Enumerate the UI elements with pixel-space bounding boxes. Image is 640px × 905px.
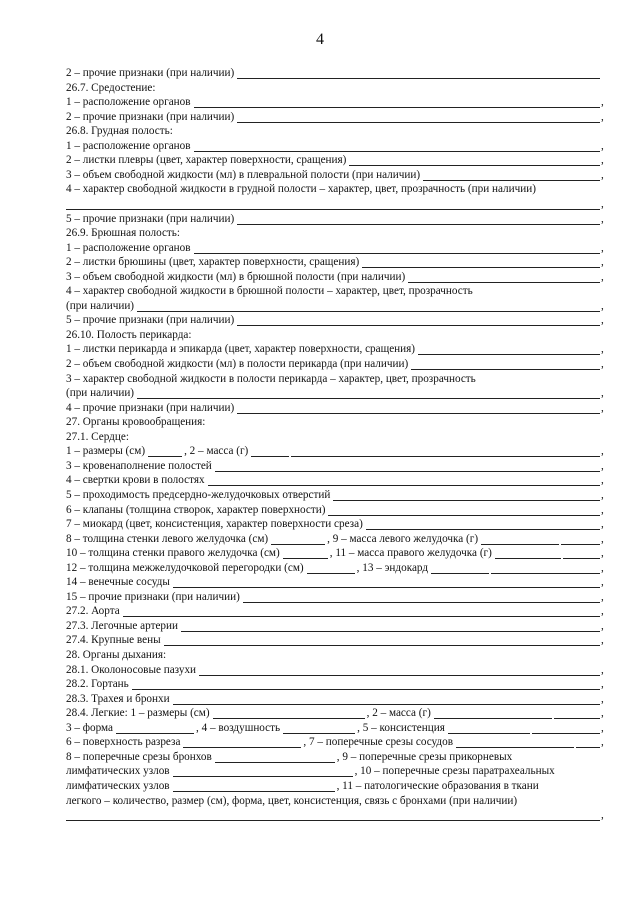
line-end-comma: ,	[601, 488, 604, 501]
form-row	[66, 226, 606, 240]
form-label: 27.2. Аорта	[66, 605, 120, 618]
form-row	[66, 357, 606, 371]
form-row	[66, 517, 606, 531]
form-label: 5 – прочие признаки (при наличии)	[66, 212, 235, 225]
form-row	[66, 168, 606, 182]
fill-line[interactable]	[328, 515, 600, 516]
line-end-comma: ,	[601, 547, 604, 560]
fill-line[interactable]	[576, 747, 600, 748]
line-end-comma: ,	[601, 96, 604, 109]
form-row	[66, 721, 606, 735]
fill-line[interactable]	[237, 325, 600, 326]
form-row	[66, 182, 606, 196]
form-row	[66, 706, 606, 720]
form-label: 12 – толщина межжелудочковой перегородки (см)	[66, 561, 304, 574]
fill-line[interactable]	[532, 733, 600, 734]
line-end-comma: ,	[601, 241, 604, 254]
form-label: 10 – толщина стенки правого желудочка (см)	[66, 547, 280, 560]
form-label: 3 – объем свободной жидкости (мл) в плевральной полости (при наличии)	[66, 168, 421, 181]
form-row	[66, 488, 606, 502]
fill-line[interactable]	[123, 616, 600, 617]
form-label: 3 – кровенаполнение полостей	[66, 459, 212, 472]
fill-line[interactable]	[181, 631, 600, 632]
form-label: , 9 – масса левого желудочка (г)	[327, 532, 479, 545]
form-row	[66, 648, 606, 662]
form-row	[66, 503, 606, 517]
line-end-comma: ,	[601, 619, 604, 632]
form-label: 4 – свертки крови в полостях	[66, 474, 205, 487]
fill-line[interactable]	[194, 107, 600, 108]
fill-line[interactable]	[307, 573, 355, 574]
fill-line[interactable]	[137, 311, 600, 312]
fill-line[interactable]	[495, 558, 561, 559]
form-label: , 11 – масса правого желудочка (г)	[329, 547, 492, 560]
line-end-comma: ,	[601, 605, 604, 618]
fill-line[interactable]	[561, 544, 600, 545]
page-number: 4	[316, 31, 324, 48]
form-label: лимфатических узлов	[66, 779, 170, 792]
form-label: , 2 – масса (г)	[366, 707, 431, 720]
fill-line[interactable]	[481, 544, 559, 545]
form-row	[66, 139, 606, 153]
form-label: (при наличии)	[66, 387, 135, 400]
form-row	[66, 372, 606, 386]
fill-line[interactable]	[215, 762, 335, 763]
form-label: 28. Органы дыхания:	[66, 649, 167, 661]
line-end-comma: ,	[601, 678, 604, 691]
form-row	[66, 459, 606, 473]
form-label: 4 – характер свободной жидкости в грудной полости – характер, цвет, прозрачность (при наличии)	[66, 183, 536, 196]
fill-line[interactable]	[183, 747, 301, 748]
line-end-comma: ,	[601, 590, 604, 603]
form-label: 28.1. Околоносовые пазухи	[66, 663, 197, 676]
fill-line[interactable]	[173, 587, 600, 588]
line-end-comma: ,	[601, 663, 604, 676]
form-row	[66, 604, 606, 618]
form-row	[66, 750, 606, 764]
form-label: 4 – характер свободной жидкости в брюшной полости – характер, цвет, прозрачность	[66, 285, 473, 298]
form-row	[66, 328, 606, 342]
fill-line[interactable]	[251, 456, 289, 457]
form-label: 26.7. Средостение:	[66, 81, 156, 94]
form-row	[66, 692, 606, 706]
form-row	[66, 532, 606, 546]
fill-line[interactable]	[173, 776, 353, 777]
form-row	[66, 110, 606, 124]
fill-line[interactable]	[243, 602, 600, 603]
line-end-comma: ,	[601, 707, 604, 720]
fill-line[interactable]	[237, 413, 600, 414]
form-row	[66, 401, 606, 415]
fill-line[interactable]	[423, 180, 600, 181]
form-label: 1 – расположение органов	[66, 139, 191, 152]
fill-line[interactable]	[132, 689, 600, 690]
fill-line[interactable]	[66, 209, 600, 210]
fill-line[interactable]	[213, 718, 365, 719]
fill-line[interactable]	[366, 529, 600, 530]
fill-line[interactable]	[434, 718, 552, 719]
line-end-comma: ,	[601, 445, 604, 458]
fill-line[interactable]	[66, 820, 600, 821]
line-end-comma: ,	[601, 110, 604, 123]
form-row	[66, 342, 606, 356]
form-row	[66, 561, 606, 575]
line-end-comma: ,	[601, 576, 604, 589]
form-label: 2 – листки плевры (цвет, характер поверхности, сращения)	[66, 154, 347, 167]
form-row	[66, 153, 606, 167]
form-label: 27.1. Сердце:	[66, 430, 129, 443]
form-label: 26.10. Полость перикарда:	[66, 328, 192, 341]
fill-line[interactable]	[173, 704, 600, 705]
form-row	[66, 808, 606, 822]
fill-line[interactable]	[194, 151, 600, 152]
form-row	[66, 735, 606, 749]
form-label: 1 – размеры (см)	[66, 445, 146, 458]
line-end-comma: ,	[601, 387, 604, 400]
fill-line[interactable]	[456, 747, 574, 748]
line-end-comma: ,	[601, 459, 604, 472]
form-row	[66, 415, 606, 429]
form-label: , 4 – воздушность	[196, 721, 281, 734]
form-label: 27.4. Крупные вены	[66, 634, 161, 647]
form-row	[66, 386, 606, 400]
form-row	[66, 270, 606, 284]
form-row	[66, 299, 606, 313]
line-end-comma: ,	[601, 270, 604, 283]
line-end-comma: ,	[601, 503, 604, 516]
form-label: 3 – характер свободной жидкости в полости перикарда – характер, цвет, прозрачность	[66, 372, 476, 385]
line-end-comma: ,	[601, 168, 604, 181]
form-label: (при наличии)	[66, 299, 135, 312]
form-label: 6 – поверхность разреза	[66, 736, 181, 749]
form-row	[66, 313, 606, 327]
form-row	[66, 794, 606, 808]
form-label: 2 – листки брюшины (цвет, характер поверхности, сращения)	[66, 256, 360, 269]
line-end-comma: ,	[601, 401, 604, 414]
line-end-comma: ,	[601, 736, 604, 749]
form-row	[66, 284, 606, 298]
form-row	[66, 590, 606, 604]
line-end-comma: ,	[601, 692, 604, 705]
form-label: 2 – прочие признаки (при наличии)	[66, 110, 235, 123]
fill-line[interactable]	[448, 733, 530, 734]
line-end-comma: ,	[601, 518, 604, 531]
form-label: 8 – поперечные срезы бронхов	[66, 750, 212, 763]
line-end-comma: ,	[601, 532, 604, 545]
form-label: 2 – прочие признаки (при наличии)	[66, 67, 235, 79]
fill-line[interactable]	[563, 558, 600, 559]
form-label: 27.3. Легочные артерии	[66, 619, 178, 632]
form-label: 26.8. Грудная полость:	[66, 125, 173, 138]
form-row	[66, 619, 606, 633]
line-end-comma: ,	[601, 139, 604, 152]
form-label: 14 – венечные сосуды	[66, 576, 170, 589]
form-label: , 5 – консистенция	[357, 721, 445, 734]
form-label: 15 – прочие признаки (при наличии)	[66, 590, 240, 603]
line-end-comma: ,	[601, 561, 604, 574]
form-label: лимфатических узлов	[66, 765, 170, 778]
fill-line[interactable]	[418, 354, 600, 355]
fill-line[interactable]	[164, 645, 600, 646]
form-row	[66, 677, 606, 691]
form-row	[66, 546, 606, 560]
form-label: , 7 – поперечные срезы сосудов	[303, 736, 453, 749]
fill-line[interactable]	[237, 122, 600, 123]
form-row	[66, 779, 606, 793]
fill-line[interactable]	[283, 733, 355, 734]
fill-line[interactable]	[349, 165, 600, 166]
line-end-comma: ,	[601, 343, 604, 356]
form-label: 28.3. Трахея и бронхи	[66, 692, 170, 705]
form-label: , 2 – масса (г)	[184, 445, 249, 458]
form-row	[66, 66, 606, 80]
fill-line[interactable]	[199, 675, 600, 676]
form-row	[66, 241, 606, 255]
fill-line[interactable]	[554, 718, 600, 719]
line-end-comma: ,	[601, 358, 604, 370]
form-label: 28.4. Легкие: 1 – размеры (см)	[66, 707, 210, 720]
fill-line[interactable]	[491, 573, 600, 574]
form-row	[66, 444, 606, 458]
form-row	[66, 81, 606, 95]
form-label: 2 – объем свободной жидкости (мл) в полости перикарда (при наличии)	[66, 358, 409, 370]
line-end-comma: ,	[601, 721, 604, 734]
form-label: 5 – проходимость предсердно-желудочковых отверстий	[66, 488, 331, 501]
line-end-comma: ,	[601, 634, 604, 647]
form-label: 1 – листки перикарда и эпикарда (цвет, характер поверхности, сращения)	[66, 343, 416, 356]
fill-line[interactable]	[173, 791, 335, 792]
form-label: , 11 – патологические образования в ткани	[336, 779, 539, 792]
form-label: , 9 – поперечные срезы прикорневых	[336, 750, 513, 763]
form-row	[66, 633, 606, 647]
line-end-comma: ,	[601, 197, 604, 210]
fill-line[interactable]	[431, 573, 489, 574]
form-label: 26.9. Брюшная полость:	[66, 227, 181, 240]
form-row	[66, 212, 606, 226]
form-row	[66, 575, 606, 589]
fill-line[interactable]	[333, 500, 600, 501]
form-row	[66, 764, 606, 778]
fill-line[interactable]	[291, 456, 600, 457]
form-row	[66, 124, 606, 138]
line-end-comma: ,	[601, 299, 604, 312]
form-label: 3 – объем свободной жидкости (мл) в брюшной полости (при наличии)	[66, 270, 406, 283]
fill-line[interactable]	[116, 733, 194, 734]
form-row	[66, 663, 606, 677]
form-label: 6 – клапаны (толщина створок, характер поверхности)	[66, 503, 326, 516]
form-row	[66, 95, 606, 109]
form-row	[66, 430, 606, 444]
fill-line[interactable]	[408, 282, 600, 283]
form-row	[66, 197, 606, 211]
fill-line[interactable]	[411, 369, 600, 370]
fill-line[interactable]	[194, 253, 600, 254]
form-label: 5 – прочие признаки (при наличии)	[66, 314, 235, 327]
line-end-comma: ,	[601, 809, 604, 822]
form-label: 1 – расположение органов	[66, 96, 191, 109]
form-label: 7 – миокард (цвет, консистенция, характер поверхности среза)	[66, 518, 363, 531]
line-end-comma: ,	[601, 474, 604, 487]
form-label: легкого – количество, размер (см), форма, цвет, консистенция, связь с бронхами (при наличии)	[66, 794, 518, 807]
line-end-comma: ,	[601, 212, 604, 225]
form-label: 3 – форма	[66, 721, 114, 734]
fill-line[interactable]	[362, 267, 600, 268]
form-label: 27. Органы кровообращения:	[66, 416, 206, 429]
line-end-comma: ,	[601, 154, 604, 167]
form-label: 8 – толщина стенки левого желудочка (см)	[66, 532, 269, 545]
fill-line[interactable]	[208, 485, 600, 486]
form-label: 28.2. Гортань	[66, 678, 129, 691]
fill-line[interactable]	[271, 544, 325, 545]
fill-line[interactable]	[237, 78, 600, 79]
form-row	[66, 255, 606, 269]
form-label: , 13 – эндокард	[356, 561, 429, 574]
line-end-comma: ,	[601, 256, 604, 269]
fill-line[interactable]	[215, 471, 600, 472]
form-row	[66, 473, 606, 487]
form-label: 1 – расположение органов	[66, 241, 191, 254]
fill-line[interactable]	[148, 456, 182, 457]
fill-line[interactable]	[137, 398, 600, 399]
form-label: , 10 – поперечные срезы паратрахеальных	[354, 765, 555, 778]
fill-line[interactable]	[237, 224, 600, 225]
form-label: 4 – прочие признаки (при наличии)	[66, 401, 235, 414]
fill-line[interactable]	[283, 558, 328, 559]
line-end-comma: ,	[601, 314, 604, 327]
